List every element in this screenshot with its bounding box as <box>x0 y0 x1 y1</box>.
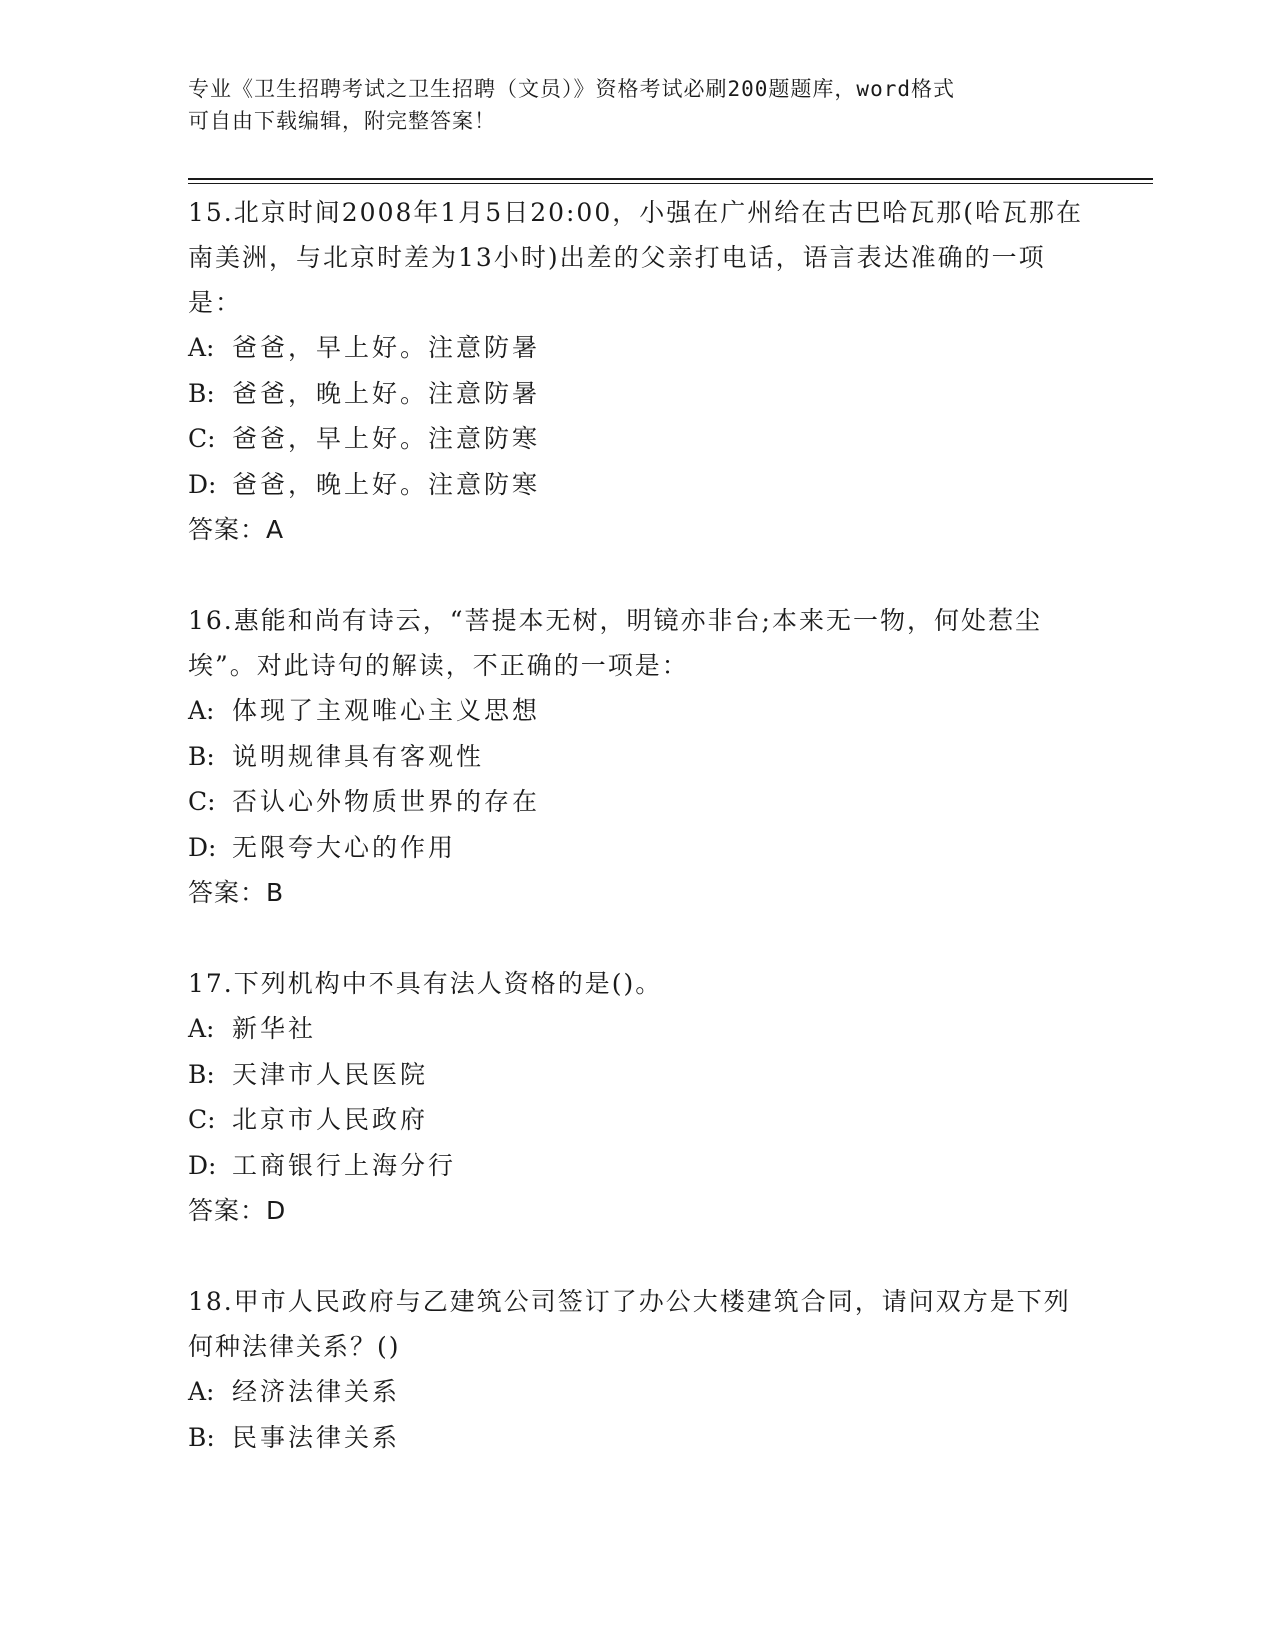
answer-line: 答案：A <box>188 515 285 544</box>
option-key: D: <box>188 832 217 862</box>
option-key: A: <box>188 1014 215 1043</box>
option-a <box>188 1369 1088 1415</box>
option-text: 天津市人民医院 <box>232 1059 429 1089</box>
option-b <box>188 734 1088 780</box>
question-18 <box>188 1279 1088 1460</box>
header-line-2: 可自由下载编辑，附完整答案！ <box>188 109 496 133</box>
option-b <box>188 1052 1088 1098</box>
answer-line: 答案：D <box>188 1196 287 1225</box>
option-text: 新华社 <box>232 1014 317 1043</box>
option-key: D: <box>188 1150 217 1180</box>
option-text: 工商银行上海分行 <box>232 1150 457 1180</box>
question-text: 15.北京时间2008年1月5日20:00，小强在广州给在古巴哈瓦那(哈瓦那在南美洲，与北京时差为13小时)出差的父亲打电话，语言表达准确的一项是： <box>188 198 1083 317</box>
option-d <box>188 825 1088 871</box>
question-list <box>188 190 1088 1505</box>
option-text: 民事法律关系 <box>232 1422 401 1452</box>
option-key: C: <box>188 1105 216 1134</box>
option-key: C: <box>188 787 216 816</box>
option-key: B: <box>188 741 215 771</box>
option-text: 爸爸，晚上好。注意防寒 <box>232 469 541 499</box>
option-text: 爸爸，晚上好。注意防暑 <box>232 378 541 408</box>
option-b <box>188 1415 1088 1461</box>
answer-line: 答案：B <box>188 878 285 907</box>
option-text: 说明规律具有客观性 <box>232 741 485 771</box>
option-b <box>188 371 1088 417</box>
question-17 <box>188 961 1088 1234</box>
option-text: 无限夸大心的作用 <box>232 832 457 862</box>
document-header <box>188 73 1068 137</box>
question-16 <box>188 598 1088 916</box>
option-c <box>188 416 1088 462</box>
option-text: 爸爸，早上好。注意防暑 <box>232 333 541 362</box>
option-a <box>188 1006 1088 1052</box>
header-line-1: 专业《卫生招聘考试之卫生招聘（文员）》资格考试必刷200题题库，word格式 <box>188 77 955 101</box>
option-c <box>188 1097 1088 1143</box>
option-text: 爸爸，早上好。注意防寒 <box>232 424 541 453</box>
question-text: 16.惠能和尚有诗云，“菩提本无树，明镜亦非台;本来无一物，何处惹尘埃”。对此诗句的解读，不正确的一项是： <box>188 606 1042 680</box>
header-divider-bottom <box>188 183 1153 184</box>
option-key: A: <box>188 1377 215 1406</box>
option-a <box>188 325 1088 371</box>
question-text: 18.甲市人民政府与乙建筑公司签订了办公大楼建筑合同，请问双方是下列何种法律关系？() <box>188 1287 1071 1361</box>
option-key: A: <box>188 333 215 362</box>
option-key: B: <box>188 1059 215 1089</box>
option-text: 经济法律关系 <box>232 1377 401 1406</box>
option-text: 北京市人民政府 <box>232 1105 429 1134</box>
option-key: B: <box>188 378 215 408</box>
option-key: C: <box>188 424 216 453</box>
option-text: 否认心外物质世界的存在 <box>232 787 541 816</box>
option-text: 体现了主观唯心主义思想 <box>232 696 541 725</box>
question-15 <box>188 190 1088 553</box>
option-c <box>188 779 1088 825</box>
option-key: A: <box>188 696 215 725</box>
option-d <box>188 1143 1088 1189</box>
option-key: D: <box>188 469 217 499</box>
option-a <box>188 688 1088 734</box>
header-divider-top <box>188 178 1153 180</box>
question-text: 17.下列机构中不具有法人资格的是()。 <box>188 969 663 998</box>
option-key: B: <box>188 1422 215 1452</box>
option-d <box>188 462 1088 508</box>
